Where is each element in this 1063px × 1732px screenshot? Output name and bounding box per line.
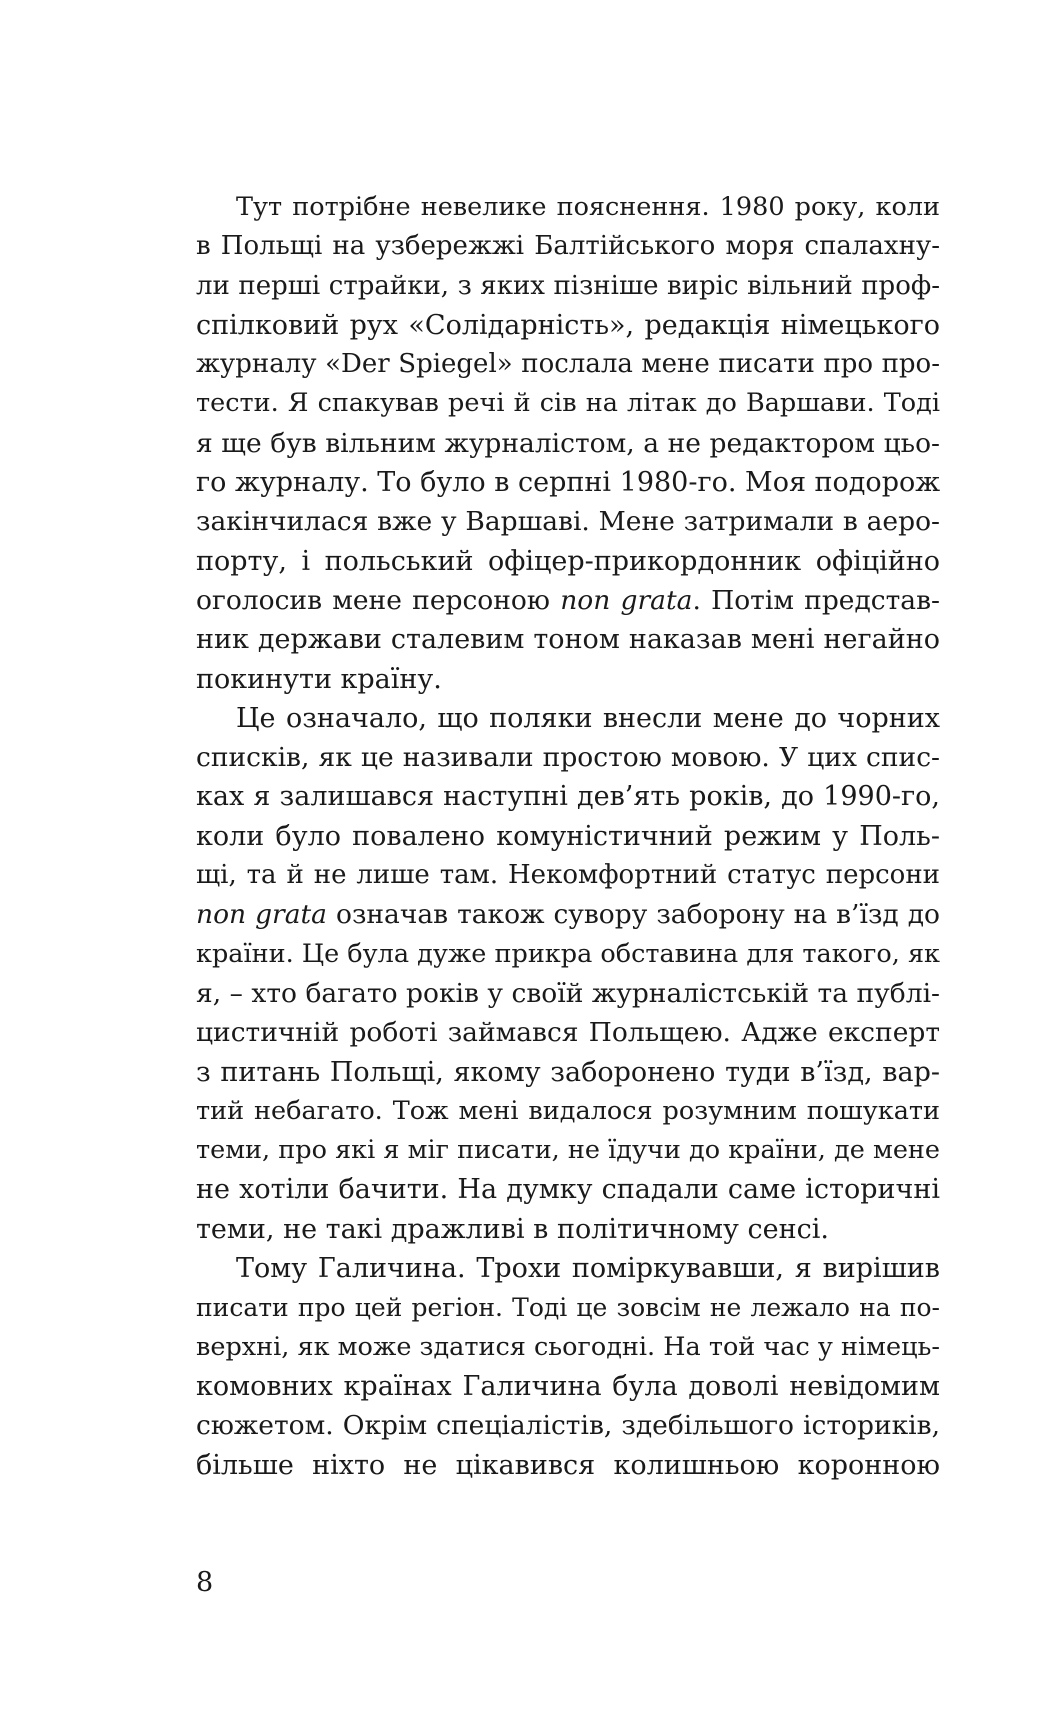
text-line: спілковий рух «Солідарність», редакція німецького: [196, 309, 940, 341]
text-line: країни. Це була дуже прикра обставина для такого, як: [196, 938, 940, 969]
text-line: коли було повалено комуністичний режим у Поль-: [196, 820, 940, 852]
text-line: не хотіли бачити. На думку спадали саме історичні: [196, 1174, 940, 1206]
text-line: Це означало, що поляки внесли мене до чорних: [236, 702, 940, 734]
text-line: ли перші страйки, з яких пізніше виріс вільний проф-: [196, 270, 940, 301]
text-line: з питань Польщі, якому заборонено туди в’їзд, вар-: [196, 1056, 940, 1088]
text-line: верхні, як може здатися сьогодні. На той час у німець-: [196, 1331, 940, 1362]
text-segment: оголосив мене персоною: [196, 584, 561, 616]
text-line: теми, не такі дражливі в політичному сенсі.: [196, 1213, 829, 1245]
text-line: го журналу. То було в серпні 1980-го. Моя подорож: [196, 467, 941, 499]
text-line: закінчилася вже у Варшаві. Мене затримали в аеро-: [196, 506, 940, 538]
text-line: списків, як це називали простою мовою. У цих спис-: [196, 742, 940, 774]
text-line: писати про цей регіон. Тоді це зовсім не лежало на по-: [196, 1293, 940, 1323]
text-line: [196, 895, 940, 934]
text-line: сюжетом. Окрім спеціалістів, здебільшого істориків,: [196, 1410, 940, 1442]
text-line: журналу «Der Spiegel» послала мене писати про про-: [196, 349, 940, 380]
text-line: комовних країнах Галичина була доволі невідомим: [196, 1370, 940, 1402]
text-line: тий небагато. Тож мені видалося розумним пошукати: [196, 1095, 940, 1126]
italic-term: non grata: [560, 584, 693, 616]
text-line: я ще був вільним журналістом, а не редактором цьо-: [196, 427, 940, 459]
text-line: в Польщі на узбережжі Балтійського моря спалахну-: [196, 231, 940, 262]
text-line: покинути країну.: [196, 663, 442, 695]
text-line: я, – хто багато років у своїй журналістській та публі-: [196, 977, 940, 1009]
text-line: більше ніхто не цікавився колишньою коронною: [196, 1449, 940, 1481]
page-number: 8: [196, 1567, 214, 1598]
body-text: [196, 188, 940, 1485]
text-segment: означав також сувору заборону на в’їзд до: [326, 899, 940, 931]
italic-term: non grata: [196, 899, 327, 931]
text-line: щі, та й не лише там. Некомфортний статус персони: [196, 860, 940, 891]
text-line: Тому Галичина. Трохи поміркувавши, я вирішив: [236, 1253, 940, 1285]
text-line: ник держави сталевим тоном наказав мені негайно: [196, 624, 940, 656]
text-line: теми, про які я міг писати, не їдучи до країни, де мене: [196, 1135, 940, 1166]
text-line: [196, 581, 940, 620]
text-line: порту, і польський офіцер-прикордонник офіційно: [196, 545, 940, 577]
text-line: тести. Я спакував речі й сів на літак до Варшави. Тоді: [196, 388, 940, 419]
text-segment: . Потім представ-: [692, 584, 940, 616]
text-line: Тут потрібне невелике пояснення. 1980 року, коли: [236, 192, 940, 222]
text-line: ках я залишався наступні дев’ять років, до 1990-го,: [196, 781, 940, 813]
text-line: цистичній роботі займався Польщею. Адже експерт: [196, 1017, 940, 1049]
